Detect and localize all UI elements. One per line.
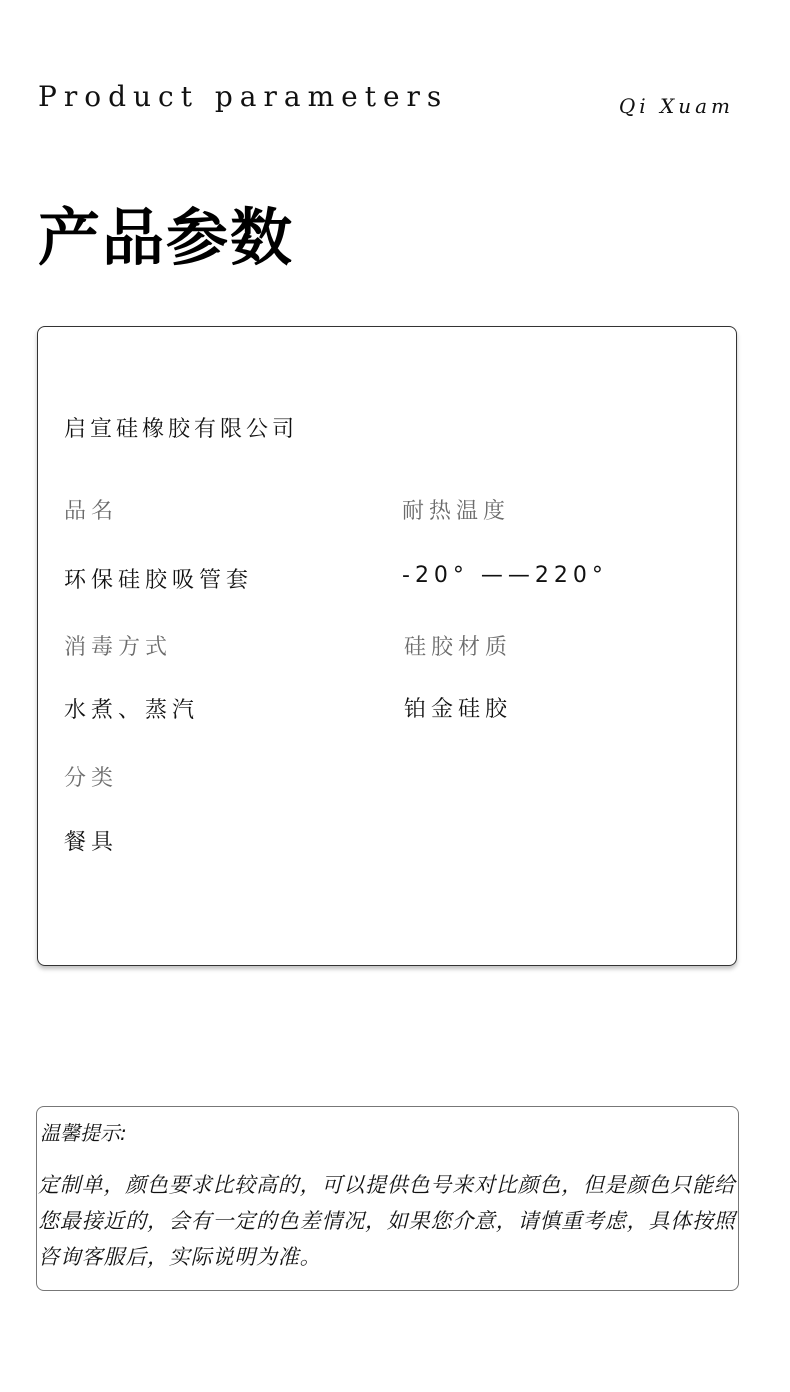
product-name-label: 品名 (64, 499, 119, 524)
heat-resistance-label: 耐热温度 (402, 499, 511, 524)
notice-body: 定制单，颜色要求比较高的，可以提供色号来对比颜色，但是颜色只能给您最接近的，会有一定的色差情况，如果您介意，请慎重考虑，具体按照咨询客服后，实际说明为准。 (38, 1173, 736, 1269)
brand-name: Qi Xuam (618, 94, 734, 118)
category-value: 餐具 (64, 830, 119, 855)
silicone-material-label: 硅胶材质 (404, 635, 513, 660)
header-title-en: Product parameters (38, 80, 449, 113)
product-name-value: 环保硅胶吸管套 (64, 568, 254, 593)
page-title: 产品参数 (38, 201, 295, 274)
disinfection-label: 消毒方式 (64, 635, 173, 660)
company-name: 启宣硅橡胶有限公司 (64, 417, 299, 442)
heat-resistance-value: -20° ——220° (402, 563, 608, 588)
disinfection-value: 水煮、蒸汽 (64, 698, 200, 723)
category-label: 分类 (64, 766, 119, 791)
silicone-material-value: 铂金硅胶 (404, 697, 513, 722)
notice-title: 温馨提示: (40, 1121, 127, 1145)
